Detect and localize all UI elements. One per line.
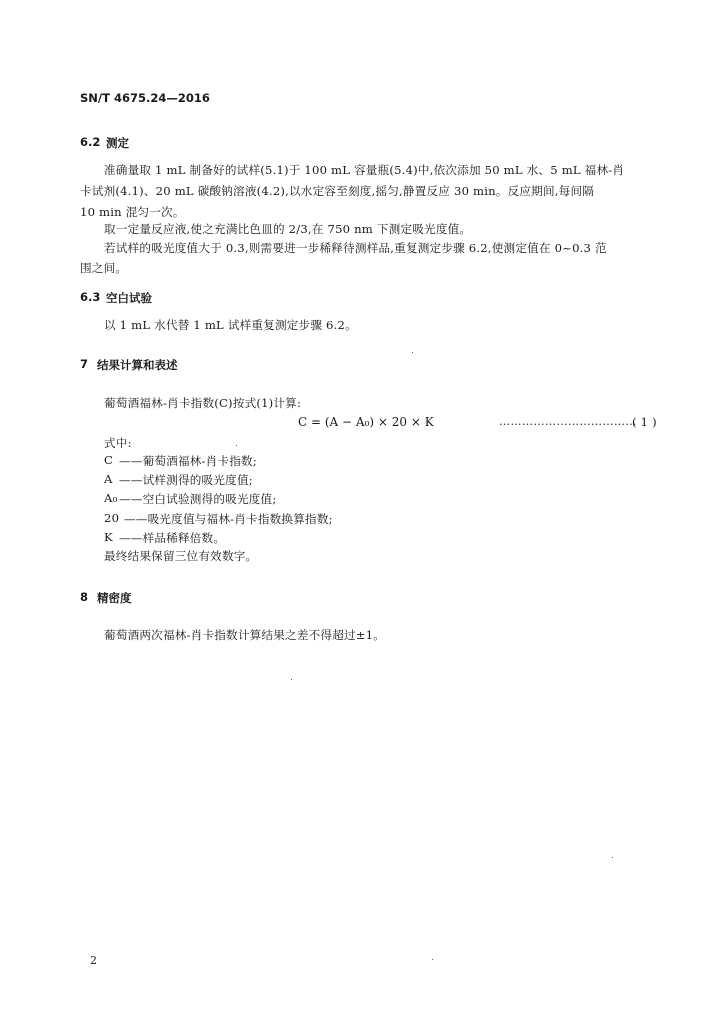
s62-para3-line2: 围之间。 bbox=[80, 261, 128, 275]
scan-speck bbox=[412, 352, 413, 353]
formula-leader-dots: ……………………………… bbox=[499, 415, 637, 428]
s62-para1-line1: 准确量取 1 mL 制备好的试样(5.1)于 100 mL 容量瓶(5.4)中,依次添加 50 mL 水、5 mL 福林-肖 bbox=[104, 163, 625, 177]
s63-para1: 以 1 mL 水代替 1 mL 试样重复测定步骤 6.2。 bbox=[104, 318, 357, 332]
s62-para1-line3: 10 min 混匀一次。 bbox=[80, 205, 185, 219]
section-6-3-number: 6.3 bbox=[80, 290, 101, 304]
s62-para3-line1: 若试样的吸光度值大于 0.3,则需要进一步稀释待测样品,重复测定步骤 6.2,使测定值在 0~0.3 范 bbox=[104, 241, 607, 255]
s7-where: 式中: bbox=[104, 436, 132, 450]
var-symbol: 20 bbox=[104, 511, 120, 525]
scan-speck bbox=[236, 445, 237, 446]
scan-speck bbox=[432, 959, 433, 960]
var-symbol: K bbox=[104, 530, 113, 544]
var-symbol: C bbox=[104, 453, 114, 467]
var-description: ——样品稀释倍数。 bbox=[119, 531, 226, 545]
s62-para1-line2: 卡试剂(4.1)、20 mL 碳酸钠溶液(4.2),以水定容至刻度,摇匀,静置反应 30 min。反应期间,每间隔 bbox=[80, 184, 595, 198]
var-description: ——吸光度值与福林-肖卡指数换算指数; bbox=[124, 512, 333, 526]
section-6-3-title: 空白试验 bbox=[106, 291, 152, 305]
scan-speck bbox=[612, 857, 613, 858]
s7-final-note: 最终结果保留三位有效数字。 bbox=[104, 549, 258, 563]
section-6-2-title: 测定 bbox=[106, 136, 129, 150]
formula-number: ( 1 ) bbox=[632, 415, 657, 429]
var-symbol: A bbox=[104, 472, 113, 486]
section-7-title: 结果计算和表述 bbox=[97, 358, 178, 372]
s7-intro: 葡萄酒福林-肖卡指数(C)按式(1)计算: bbox=[104, 396, 302, 410]
section-8-number: 8 bbox=[80, 590, 89, 604]
section-6-2-number: 6.2 bbox=[80, 135, 101, 149]
s62-para2: 取一定量反应液,使之充满比色皿的 2/3,在 750 nm 下测定吸光度值。 bbox=[104, 222, 472, 236]
section-7-number: 7 bbox=[80, 357, 89, 371]
scan-speck bbox=[291, 679, 292, 680]
var-description: ——空白试验测得的吸光度值; bbox=[119, 492, 277, 506]
formula-1: C = (A − A₀) × 20 × K bbox=[298, 415, 434, 429]
page-number: 2 bbox=[90, 954, 97, 967]
standard-code: SN/T 4675.24—2016 bbox=[80, 91, 210, 105]
var-description: ——试样测得的吸光度值; bbox=[119, 473, 253, 487]
s8-para1: 葡萄酒两次福林-肖卡指数计算结果之差不得超过±1。 bbox=[104, 628, 386, 642]
section-8-title: 精密度 bbox=[97, 591, 132, 605]
var-description: ——葡萄酒福林-肖卡指数; bbox=[119, 454, 257, 468]
var-symbol: A₀ bbox=[104, 491, 118, 505]
